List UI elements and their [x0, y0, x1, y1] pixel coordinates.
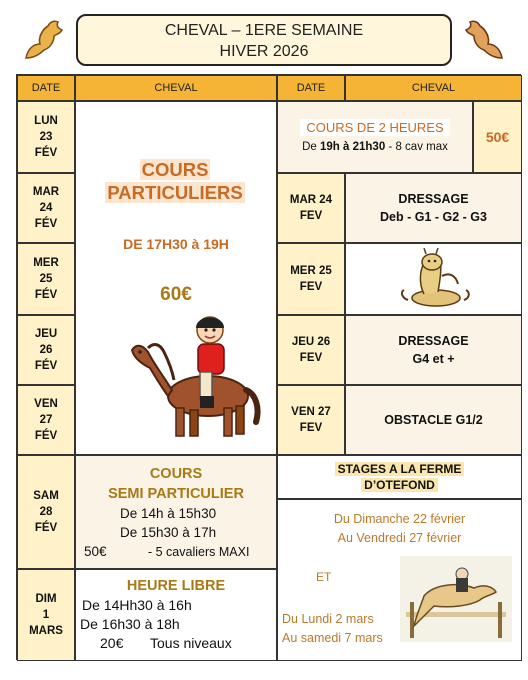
- date-cell-right-jeu-26: JEU 26 FEV: [277, 315, 345, 385]
- column-header-cheval-right: CHEVAL: [345, 75, 522, 101]
- semi-slot-1: De 14h à 15h30: [120, 506, 217, 521]
- stages-title-cell: [277, 455, 522, 499]
- date-cell-right-mar-24: MAR 24 FEV: [277, 173, 345, 243]
- column-header-date-left: DATE: [17, 75, 75, 101]
- date-cell-mar-24: MAR 24 FÉV: [17, 173, 75, 243]
- heure-libre-title: HEURE LIBRE: [126, 578, 226, 594]
- schedule-season: HIVER 2026: [219, 43, 309, 60]
- cours-particuliers-cell: [75, 101, 277, 455]
- date-cell-mer-25: MER 25 FÉV: [17, 243, 75, 315]
- cours-semi-particulier-cell: [75, 455, 277, 569]
- date-cell-right-mer-25: MER 25 FEV: [277, 243, 345, 315]
- cours-particuliers-price: 60€: [160, 284, 192, 305]
- column-header-date-right: DATE: [277, 75, 345, 101]
- dressage-deb-cell: DRESSAGE Deb - G1 - G2 - G3: [345, 173, 522, 243]
- date-cell-dim-1: DIM 1 MARS: [17, 569, 75, 661]
- date-cell-ven-27: VEN 27 FÉV: [17, 385, 75, 455]
- schedule-table: [16, 74, 521, 660]
- date-cell-right-ven-27: VEN 27 FEV: [277, 385, 345, 455]
- relaxing-horse-cell: [345, 243, 522, 315]
- jumping-horse-illustration-icon: [400, 556, 512, 642]
- child-on-pony-illustration-icon: [128, 304, 268, 444]
- stages-title: STAGES A LA FERME D’OTEFOND: [278, 461, 521, 493]
- libre-slot-2: De 16h30 à 18h: [80, 616, 180, 632]
- column-header-cheval-left: CHEVAL: [75, 75, 277, 101]
- date-cell-lun-23: LUN 23 FÉV: [17, 101, 75, 173]
- stages-period-2: Du Lundi 2 mars Au samedi 7 mars: [282, 612, 383, 645]
- cours-2h-detail: De 19h à 21h30 - 8 cav max: [302, 141, 448, 153]
- stages-dates-cell: [277, 499, 522, 661]
- cours-2h-price: 50€: [473, 101, 522, 173]
- relaxing-horse-illustration-icon: [396, 248, 472, 310]
- cours-particuliers-time: DE 17H30 à 19H: [123, 236, 229, 252]
- date-cell-sam-28: SAM 28 FÉV: [17, 455, 75, 569]
- libre-price-row: 20€ Tous niveaux: [100, 635, 232, 651]
- libre-slot-1: De 14Hh30 à 16h: [82, 597, 192, 613]
- dressage-g4-cell: DRESSAGE G4 et +: [345, 315, 522, 385]
- heure-libre-cell: [75, 569, 277, 661]
- schedule-title-box: [76, 14, 452, 66]
- stages-and: ET: [316, 570, 332, 584]
- semi-slot-2: De 15h30 à 17h: [120, 525, 217, 540]
- cours-2h-title: COURS DE 2 HEURES: [300, 119, 449, 136]
- semi-title: COURS SEMI PARTICULIER: [108, 466, 244, 502]
- semi-price-row: 50€ - 5 cavaliers MAXI: [84, 544, 250, 559]
- horse-logo-icon: [18, 14, 70, 66]
- date-cell-jeu-26: JEU 26 FÉV: [17, 315, 75, 385]
- schedule-title: CHEVAL – 1ERE SEMAINE: [164, 22, 364, 39]
- horse-logo-icon: [458, 14, 510, 66]
- cours-2h-cell: [277, 101, 473, 173]
- cours-particuliers-title: COURS PARTICULIERS: [107, 159, 243, 203]
- obstacle-cell: OBSTACLE G1/2: [345, 385, 522, 455]
- stages-period-1: Du Dimanche 22 février Au Vendredi 27 février: [333, 512, 466, 545]
